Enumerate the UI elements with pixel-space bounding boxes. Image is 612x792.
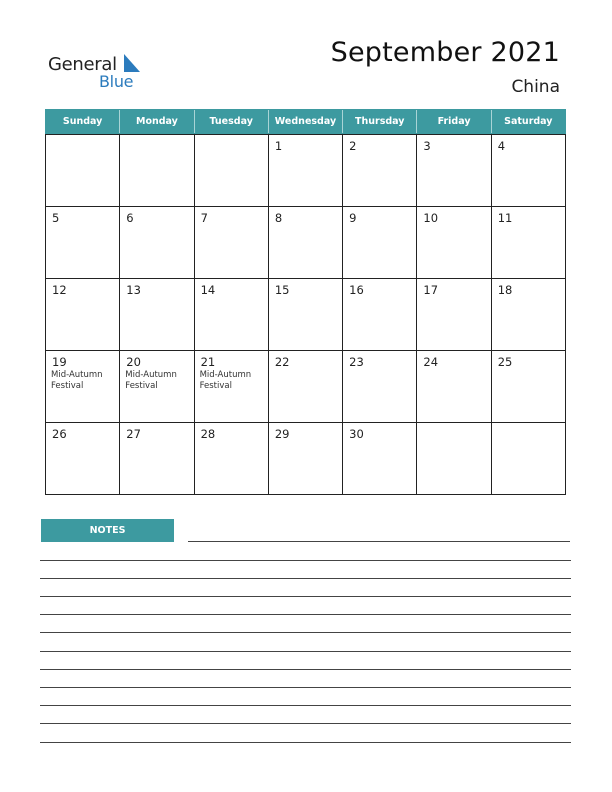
logo-text-blue: Blue <box>99 72 134 91</box>
weekday-thursday: Thursday <box>342 110 416 133</box>
day-number: 3 <box>423 139 431 153</box>
day-cell <box>492 351 566 423</box>
day-cell <box>120 135 194 207</box>
calendar <box>45 109 566 495</box>
day-number: 18 <box>497 283 513 297</box>
day-number: 27 <box>126 427 141 441</box>
day-number: 29 <box>274 427 290 441</box>
day-number: 26 <box>52 427 67 441</box>
day-number: 23 <box>349 355 364 369</box>
day-number: 9 <box>349 211 357 225</box>
holiday-event <box>51 370 121 392</box>
day-cell <box>120 351 194 423</box>
day-cell <box>492 207 566 279</box>
notes-line <box>40 669 571 670</box>
day-cell <box>269 135 343 207</box>
notes-line <box>40 742 571 743</box>
holiday-name-line2: Festival <box>51 381 84 391</box>
day-cell <box>417 423 491 495</box>
holiday-event <box>125 370 195 392</box>
day-cell <box>46 135 120 207</box>
day-number: 7 <box>200 211 208 225</box>
day-number: 6 <box>126 211 134 225</box>
weekday-monday: Monday <box>119 110 193 133</box>
logo-text-general: General <box>48 54 117 75</box>
day-number: 1 <box>274 139 283 153</box>
notes-line <box>40 723 571 724</box>
day-number: 11 <box>497 211 513 225</box>
generalblue-logo <box>48 54 148 90</box>
day-number: 5 <box>52 211 60 225</box>
day-number: 28 <box>200 427 216 441</box>
holiday-event <box>200 370 270 392</box>
holiday-name-line1: Mid-Autumn <box>51 370 103 380</box>
page-title: September 2021 <box>330 37 560 68</box>
day-cell <box>269 423 343 495</box>
day-number: 8 <box>274 211 283 225</box>
notes-line <box>40 614 571 615</box>
day-cell <box>492 135 566 207</box>
day-cell <box>269 351 343 423</box>
day-cell <box>269 207 343 279</box>
holiday-name-line2: Festival <box>125 381 158 391</box>
weekday-tuesday: Tuesday <box>194 110 268 133</box>
day-cell <box>195 279 269 351</box>
day-cell <box>343 135 417 207</box>
day-number: 10 <box>423 211 439 225</box>
notes-line <box>188 541 570 542</box>
calendar-week-row <box>46 423 566 495</box>
day-number: 19 <box>52 355 67 369</box>
country-label: China <box>511 77 560 97</box>
day-number: 16 <box>349 283 364 297</box>
day-cell <box>343 423 417 495</box>
day-number: 4 <box>497 139 506 153</box>
day-number: 14 <box>200 283 216 297</box>
day-number: 13 <box>126 283 141 297</box>
notes-line <box>40 632 571 633</box>
day-cell <box>195 423 269 495</box>
calendar-grid <box>45 134 566 495</box>
calendar-week-row <box>46 207 566 279</box>
day-cell <box>195 135 269 207</box>
calendar-week-row <box>46 279 566 351</box>
weekday-saturday: Saturday <box>491 110 565 133</box>
day-cell <box>417 279 491 351</box>
day-cell <box>46 423 120 495</box>
holiday-name-line1: Mid-Autumn <box>199 370 252 380</box>
day-cell <box>195 207 269 279</box>
day-cell <box>343 279 417 351</box>
calendar-week-row <box>46 351 566 423</box>
day-cell <box>46 207 120 279</box>
day-cell <box>120 279 194 351</box>
notes-line <box>40 596 571 597</box>
day-number: 24 <box>423 355 439 369</box>
day-cell <box>492 279 566 351</box>
day-cell <box>343 207 417 279</box>
notes-line <box>40 687 571 688</box>
notes-line <box>40 705 571 706</box>
day-number: 25 <box>497 355 513 369</box>
calendar-week-row <box>46 135 566 207</box>
day-cell <box>417 135 491 207</box>
holiday-name-line2: Festival <box>199 381 232 391</box>
logo-flag-icon <box>124 54 140 72</box>
day-cell <box>417 351 491 423</box>
weekday-sunday: Sunday <box>62 116 103 127</box>
day-cell <box>417 207 491 279</box>
weekday-wednesday: Wednesday <box>268 110 342 133</box>
day-cell <box>343 351 417 423</box>
notes-label: NOTES <box>41 519 174 542</box>
day-cell <box>120 207 194 279</box>
day-number: 17 <box>423 283 439 297</box>
day-number: 2 <box>349 139 357 153</box>
day-number: 21 <box>200 355 216 369</box>
day-number: 15 <box>274 283 290 297</box>
notes-line <box>40 651 571 652</box>
weekday-friday: Friday <box>416 110 490 133</box>
day-cell <box>269 279 343 351</box>
day-number: 20 <box>126 355 141 369</box>
day-number: 12 <box>52 283 67 297</box>
day-cell <box>492 423 566 495</box>
notes-line <box>40 560 571 561</box>
day-number: 22 <box>274 355 290 369</box>
holiday-name-line1: Mid-Autumn <box>125 370 177 380</box>
day-cell <box>46 351 120 423</box>
day-number: 30 <box>349 427 364 441</box>
day-cell <box>195 351 269 423</box>
notes-line <box>40 578 571 579</box>
day-cell <box>46 279 120 351</box>
weekday-header <box>45 109 566 134</box>
day-cell <box>120 423 194 495</box>
